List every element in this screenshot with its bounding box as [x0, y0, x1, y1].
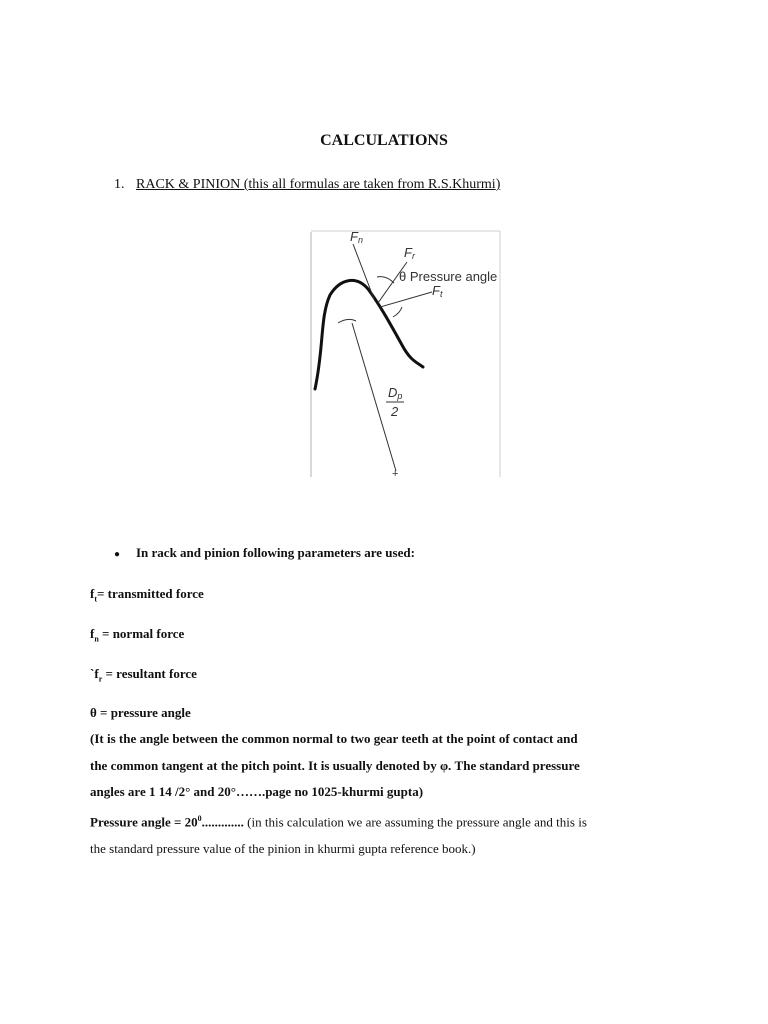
fn-label: Fn: [350, 229, 363, 245]
param-transmitted-force: $f_t=$ transmitted force: [90, 586, 204, 604]
bullet-item: [114, 545, 415, 561]
param-resultant-force: $`f_r$ = resultant force: [90, 666, 197, 684]
pressure-angle-value: Pressure angle = $20^0$............. (in this calculation we are assuming the pressure angle and this is the standard pressure value of the pinion in khurmi gupta reference book.): [90, 814, 587, 856]
pitch-arc: [338, 319, 356, 323]
section-number: 1.: [114, 177, 125, 192]
angle-arc-right: [393, 307, 402, 317]
gear-tooth-profile: [315, 280, 423, 389]
bullet-dot: ●: [114, 549, 121, 560]
section-source-note: this all formulas are taken from R.S.Khurmi: [248, 177, 496, 192]
fr-label: Fr: [404, 245, 415, 261]
center-mark: +: [392, 468, 399, 479]
bullet-text: In rack and pinion following parameters are used:: [136, 545, 415, 560]
pressure-angle-label: θ Pressure angle: [399, 269, 498, 284]
section-heading: [114, 177, 500, 193]
page-title: CALCULATIONS: [320, 132, 448, 149]
section-name: RACK & PINION (this all formulas are taken from R.S.Khurmi): [136, 177, 501, 192]
gear-tooth-figure: [308, 227, 504, 479]
angle-arc-top: [377, 277, 394, 283]
param-normal-force: $f_n$ = normal force: [90, 626, 185, 644]
dp-denominator: 2: [391, 404, 399, 419]
dp-label: Dp: [388, 385, 403, 401]
fn-arrow: [353, 244, 374, 299]
ft-label: Ft: [432, 283, 443, 299]
ft-arrow: [380, 292, 432, 307]
param-pressure-angle: θ = pressure angle: [90, 705, 191, 720]
pressure-angle-definition: (It is the angle between the common normal to two gear teeth at the point of contact and the common tangent at the pitch point. It is usually denoted by φ. The standard pressure angles are 1 14 /2° and 20°…….page no 1025-khurmi gupta): [90, 731, 580, 799]
